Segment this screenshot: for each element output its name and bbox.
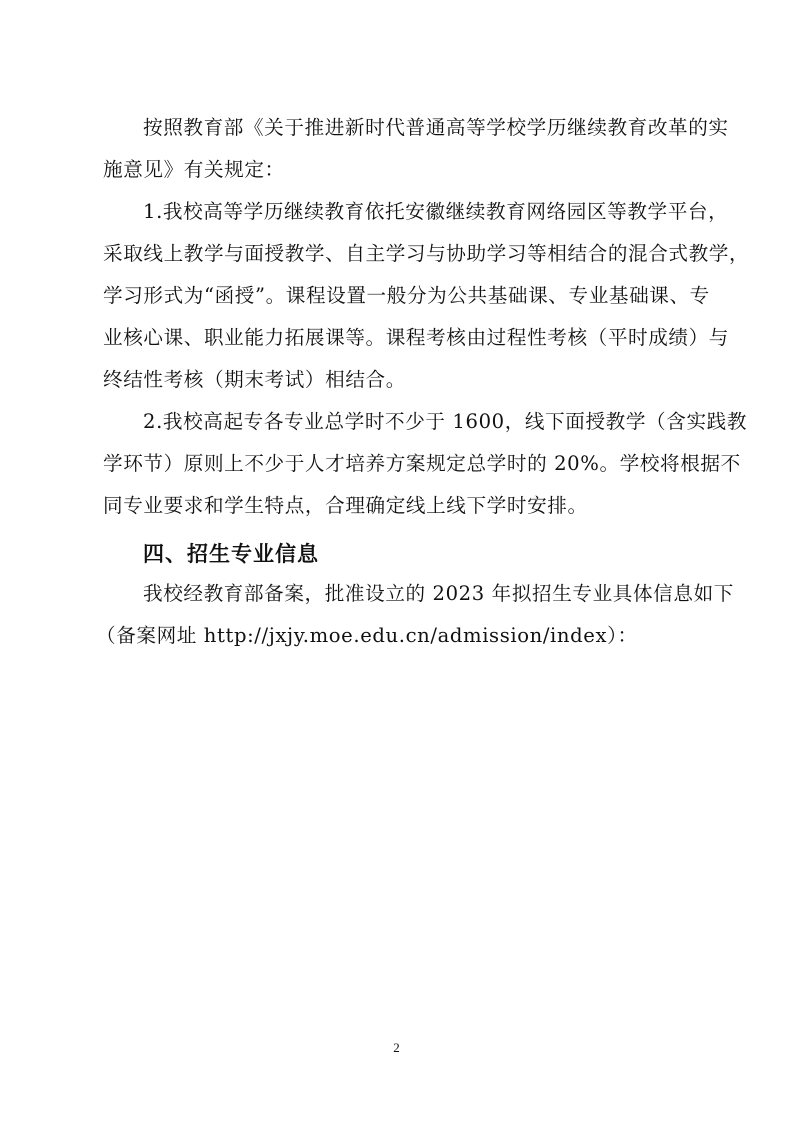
section-4-line-2: （备案网址 http://jxjy.moe.edu.cn/admission/index）： (96, 624, 638, 647)
item-1-line-1: 1.我校高等学历继续教育依托安徽继续教育网络园区等教学平台， (143, 200, 729, 223)
intro-line-1: 按照教育部《关于推进新时代普通高等学校学历继续教育改革的实 (143, 116, 729, 139)
item-2-line-2: 学环节）原则上不少于人才培养方案规定总学时的 20%。学校将根据不 (103, 452, 741, 475)
page-number: 2 (393, 1040, 400, 1055)
item-1-line-3: 学习形式为“函授”。课程设置一般分为公共基础课、专业基础课、专 (103, 284, 710, 307)
item-1-line-2: 采取线上教学与面授教学、自主学习与协助学习等相结合的混合式教学， (103, 242, 750, 265)
section-heading: 四、招生专业信息 (143, 542, 319, 566)
section-4-line-1: 我校经教育部备案，批准设立的 2023 年拟招生专业具体信息如下 (143, 582, 734, 605)
item-1-line-4: 业核心课、职业能力拓展课等。课程考核由过程性考核（平时成绩）与 (103, 326, 730, 349)
item-1-line-5: 终结性考核（期末考试）相结合。 (103, 368, 406, 391)
item-2-line-3: 同专业要求和学生特点，合理确定线上线下学时安排。 (103, 494, 588, 517)
item-2-line-1: 2.我校高起专各专业总学时不少于 1600，线下面授教学（含实践教 (143, 410, 748, 433)
intro-line-2: 施意见》有关规定： (103, 158, 285, 181)
